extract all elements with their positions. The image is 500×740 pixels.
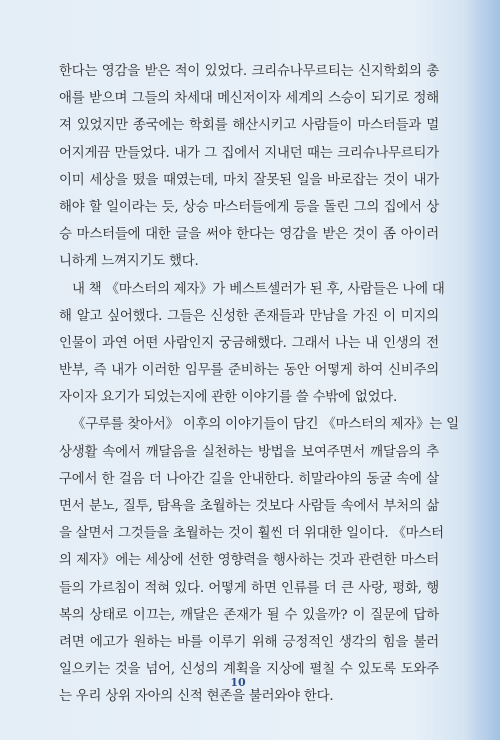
body-text <box>59 58 459 711</box>
text-line: 한다는 영감을 받은 적이 있었다. 크리슈나무르티는 신지학회의 총 <box>59 64 439 79</box>
text-line: 구에서 한 걸음 더 나아간 길을 안내한다. 히말라야의 동굴 속에 살 <box>59 471 439 487</box>
text-line: 을 살면서 그것들을 초월하는 것이 훨씬 더 위대한 일이다. 《마스터 <box>59 526 444 542</box>
text-line: 려면 에고가 원하는 바를 이루기 위해 긍정적인 생각의 힘을 불러 <box>59 634 439 650</box>
text-line: 내 책 《마스터의 제자》가 베스트셀러가 된 후, 사람들은 나에 대 <box>72 281 445 297</box>
text-line: 해야 할 일이라는 듯, 상승 마스터들에게 등을 돌린 그의 집에서 상 <box>59 199 439 215</box>
text-line: 는 우리 상위 자아의 신적 현존을 불러와야 한다. <box>59 689 334 705</box>
text-line: 자이자 요기가 되었는지에 관한 이야기를 쓸 수밖에 없었다. <box>59 390 398 406</box>
text-line: 해 알고 싶어했다. 그들은 신성한 존재들과 만남을 가진 이 미지의 <box>59 308 439 324</box>
page-edge-shadow <box>464 0 500 740</box>
text-line: 의 제자》에는 세상에 선한 영향력을 행사하는 것과 관련한 마스터 <box>59 553 439 569</box>
text-line: 니하게 느껴지기도 했다. <box>59 254 199 270</box>
text-line: 승 마스터들에 대한 글을 써야 한다는 영감을 받은 것이 좀 아이러 <box>59 227 439 243</box>
text-line: 반부, 즉 내가 이러한 임무를 준비하는 동안 어떻게 하여 신비주의 <box>59 363 439 379</box>
text-line: 상생활 속에서 깨달음을 실천하는 방법을 보여주면서 깨달음의 추 <box>59 444 439 460</box>
text-line: 면서 분노, 질투, 탐욕을 초월하는 것보다 사람들 속에서 부처의 삶 <box>59 499 439 514</box>
page-number: 10 <box>230 676 246 689</box>
text-line: 복의 상태로 이끄는, 깨달은 존재가 될 수 있을까? 이 질문에 답하 <box>59 607 439 623</box>
text-line: 인물이 과연 어떤 사람인지 궁금해했다. 그래서 나는 내 인생의 전 <box>59 335 439 351</box>
text-line: 일으키는 것을 넘어, 신성의 계획을 지상에 펼칠 수 있도록 도와주 <box>59 662 439 678</box>
text-line: 이미 세상을 떴을 때였는데, 마치 잘못된 일을 바로잡는 것이 내가 <box>59 172 439 188</box>
text-line: 어지게끔 만들었다. 내가 그 집에서 지내던 때는 크리슈나무르티가 <box>59 145 439 161</box>
text-line: 져 있었지만 종국에는 학회를 해산시키고 사람들이 마스터들과 멀 <box>59 118 439 134</box>
text-line: 애를 받으며 그들의 차세대 메신저이자 세계의 스승이 되기로 정해 <box>59 91 439 107</box>
text-line: 들의 가르침이 적혀 있다. 어떻게 하면 인류를 더 큰 사랑, 평화, 행 <box>59 580 439 596</box>
text-line: 《구루를 찾아서》 이후의 이야기들이 담긴 《마스터의 제자》는 일 <box>72 417 459 433</box>
